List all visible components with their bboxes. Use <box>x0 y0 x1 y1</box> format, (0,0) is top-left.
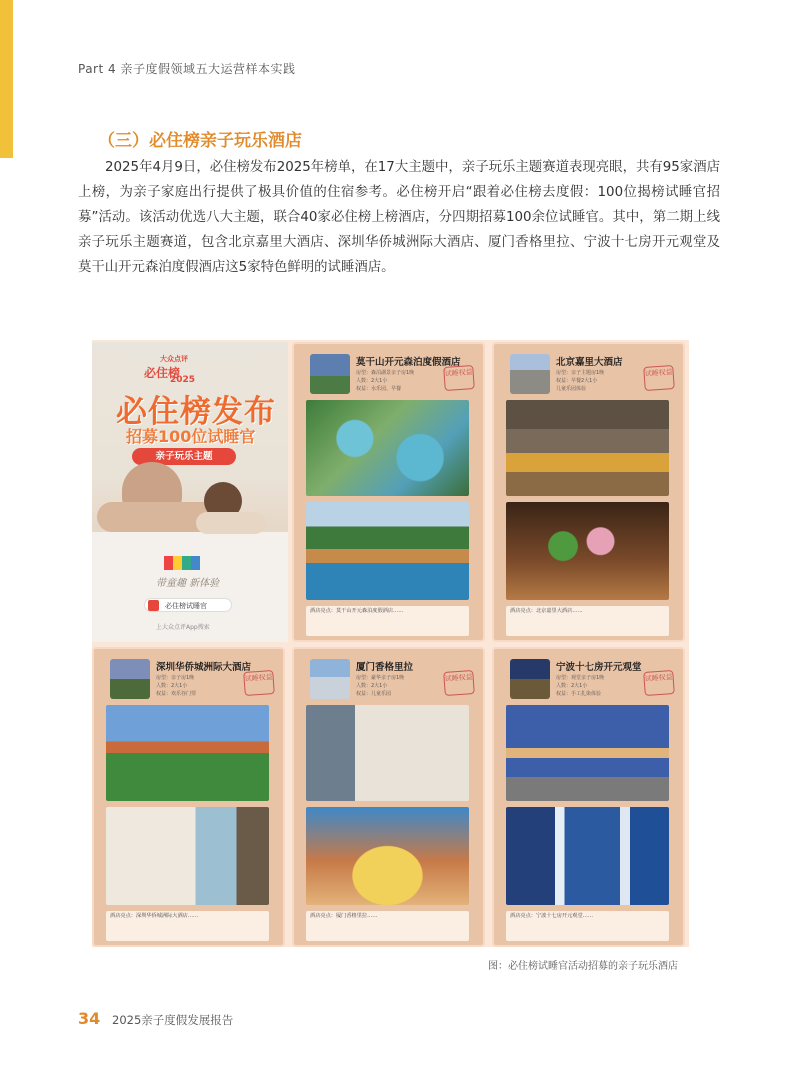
hotel-name: 宁波十七房开元观堂 <box>556 662 642 673</box>
perk-stamp: 试睡权益 <box>643 670 675 696</box>
report-title: 2025亲子度假发展报告 <box>112 1013 234 1027</box>
ball-pit-photo <box>306 807 469 905</box>
poster-year: 2025 <box>170 375 196 385</box>
poster-headline: 必住榜发布 <box>116 394 276 430</box>
hotel-meta: 房型：豪华亲子房1晚 人数：2大1小 权益：儿童乐园 <box>356 675 405 697</box>
resort-exterior-photo <box>106 705 269 801</box>
themed-room-photo <box>506 400 669 496</box>
hotel-description: 酒店亮点：厦门香格里拉…… <box>306 911 469 941</box>
hotel-description: 酒店亮点：北京嘉里大酒店…… <box>506 606 669 636</box>
perk-stamp: 试睡权益 <box>443 365 475 391</box>
accent-bar <box>0 0 13 158</box>
hotel-thumbnail <box>310 354 350 394</box>
section-title: （三）必住榜亲子玩乐酒店 <box>98 131 302 151</box>
hotel-name: 莫干山开元森泊度假酒店 <box>356 357 461 368</box>
guest-room-photo <box>106 807 269 905</box>
perk-stamp: 试睡权益 <box>643 365 675 391</box>
running-header: Part 4 亲子度假领域五大运营样本实践 <box>78 62 296 76</box>
waterpark-photo <box>306 400 469 496</box>
hotel-description: 酒店亮点：莫干山开元森泊度假酒店…… <box>306 606 469 636</box>
hotel-name: 厦门香格里拉 <box>356 662 414 673</box>
hotel-card <box>492 342 685 642</box>
hotel-card <box>92 647 285 947</box>
hotel-thumbnail <box>510 354 550 394</box>
lake-cabins-photo <box>306 502 469 600</box>
hotel-card <box>292 647 485 947</box>
hotel-meta: 房型：森泊湖景亲子房1晚 人数：2大1小 权益：水乐园、早餐 <box>356 370 415 392</box>
hotel-description: 酒店亮点：深圳华侨城洲际大酒店…… <box>106 911 269 941</box>
kids-club-photo <box>506 502 669 600</box>
hotel-thumbnail <box>110 659 150 699</box>
indigo-dye-photo <box>506 807 669 905</box>
poster-theme-badge: 亲子玩乐主题 <box>132 448 236 465</box>
poster-search-box: 必住榜试睡官 <box>144 598 232 612</box>
hotel-card <box>292 342 485 642</box>
app-logo-icon <box>148 600 159 611</box>
toy-blocks-image <box>164 556 200 570</box>
hotel-name: 深圳华侨城洲际大酒店 <box>156 662 252 673</box>
night-canal-photo <box>506 705 669 801</box>
hotel-thumbnail <box>510 659 550 699</box>
hotel-meta: 房型：亲子主题房1晚 权益：早餐2大1小 儿童乐园体验 <box>556 370 605 392</box>
poster-slogan: 带童趣 新体验 <box>156 578 220 589</box>
hotel-meta: 房型：亲子房1晚 人数：2大1小 权益：欢乐谷门票 <box>156 675 197 697</box>
hotel-card <box>492 647 685 947</box>
body-paragraph: 2025年4月9日，必住榜发布2025年榜单，在17大主题中，亲子玩乐主题赛道表现亮眼，共有95家酒店上榜，为亲子家庭出行提供了极具价值的住宿参考。必住榜开启“跟着必住榜去度假：100位揭榜试睡官招募”活动。该活动优选八大主题，联合40家必住榜上榜酒店，分四期招募100余位试睡官。其中，第二期上线亲子玩乐主题赛道，包含北京嘉里大酒店、深圳华侨城洲际大酒店、厦门香格里拉、宁波十七房开元观堂及莫干山开元森泊度假酒店这5家特色鲜明的试睡酒店。 <box>78 160 720 275</box>
hotel-collage-figure <box>92 340 689 947</box>
page-number: 34 <box>78 1009 101 1028</box>
bedroom-photo <box>306 705 469 801</box>
poster-footer: 上大众点评App搜索 <box>156 624 210 631</box>
poster-brand: 大众点评 必住榜 <box>144 355 188 380</box>
hotel-description: 酒店亮点：宁波十七房开元观堂…… <box>506 911 669 941</box>
campaign-poster <box>92 342 288 642</box>
perk-stamp: 试睡权益 <box>243 670 275 696</box>
hotel-thumbnail <box>310 659 350 699</box>
perk-stamp: 试睡权益 <box>443 670 475 696</box>
figure-caption: 图：必住榜试睡官活动招募的亲子玩乐酒店 <box>488 961 678 972</box>
hotel-name: 北京嘉里大酒店 <box>556 357 623 368</box>
child-body <box>196 512 266 534</box>
poster-recruit: 招募100位试睡官 <box>126 427 256 446</box>
hotel-meta: 房型：观堂亲子房1晚 人数：2大1小 权益：手工扎染体验 <box>556 675 605 697</box>
